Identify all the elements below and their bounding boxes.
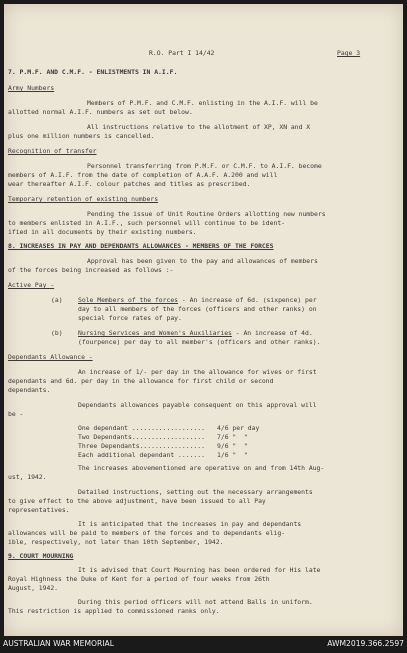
item-b-label: (b): [51, 329, 63, 337]
paragraph-line: Detailed instructions, setting out the necessary arrangements: [78, 488, 313, 496]
paragraph-line: (fourpence) per day to all member's (officers and other ranks).: [78, 338, 321, 346]
paragraph-line: ust, 1942.: [8, 473, 47, 481]
paragraph-line: members of A.I.F. from the date of completion of A.A.F. A.200 and will: [8, 171, 278, 179]
paragraph-line: August, 1942.: [8, 584, 59, 592]
active-pay-heading: Active Pay -: [8, 281, 55, 289]
paragraph-line: allowances will be paid to members of the forces and to dependants elig-: [8, 529, 286, 537]
allowance-row-label: Each additional dependant .......: [78, 451, 205, 459]
paragraph-line: of the forces being increased as follows :-: [8, 266, 174, 274]
paragraph-line: dependants.: [8, 386, 51, 394]
temporary-retention-heading: Temporary retention of existing numbers: [8, 195, 159, 203]
paragraph-line: All instructions relative to the allotment of XP, XN and X: [87, 123, 311, 131]
page-number: Page 3: [337, 49, 361, 57]
item-b-heading: Nursing Services and Women's Auxiliaries: [78, 329, 232, 337]
paragraph-line: dependants and 6d. per day in the allowance for first child or second: [8, 377, 274, 385]
allowance-row-amount: 4/6 per day: [217, 424, 260, 432]
paragraph-line: Pending the issue of Unit Routine Orders allotting new numbers: [87, 210, 326, 218]
paragraph-line: During this period officers will not attend Balls in uniform.: [78, 598, 313, 606]
paragraph-line: Approval has been given to the pay and allowances of members: [87, 257, 318, 265]
allowance-row-amount: 9/6 " ": [217, 442, 248, 450]
item-b-text: - An increase of 4d.: [231, 329, 313, 337]
paragraph-line: allotted normal A.I.F. numbers as set out below.: [8, 108, 193, 116]
document-page: [4, 4, 403, 636]
allowance-row-label: One dependant ...................: [78, 424, 205, 432]
paragraph-line: Members of P.M.F. and C.M.F. enlisting in the A.I.F. will be: [87, 99, 318, 107]
paragraph-line: It is advised that Court Mourning has been ordered for His late: [78, 566, 321, 574]
item-b-line: [78, 329, 313, 337]
header-ref: R.O. Part I 14/42: [149, 49, 215, 57]
item-a-label: (a): [51, 296, 63, 304]
paragraph-line: ible, respectively, not later than 10th September, 1942.: [8, 538, 224, 546]
item-a-text: - An increase of 6d. (sixpence) per: [178, 296, 317, 304]
section-7-title: 7. P.M.F. AND C.M.F. - ENLISTMENTS IN A.I.F.: [8, 68, 178, 76]
paragraph-line: Royal Highness the Duke of Kent for a period of four weeks from 26th: [8, 575, 270, 583]
allowance-row-label: Two Dependants...................: [78, 433, 205, 441]
dependants-allowance-heading: Dependants Allowance -: [8, 353, 93, 361]
paragraph-line: to give effect to the above adjustment, have been issued to all Pay: [8, 497, 266, 505]
paragraph-line: Personnel transferring from P.M.F. or C.M.F. to A.I.F. become: [87, 162, 322, 170]
paragraph-line: plus one million numbers is cancelled.: [8, 132, 155, 140]
paragraph-line: It is anticipated that the increases in pay and dependants: [78, 520, 302, 528]
footer-institution: AUSTRALIAN WAR MEMORIAL: [3, 639, 114, 648]
paragraph-line: to members enlisted in A.I.F., such personnel will continue to be ident-: [8, 219, 286, 227]
paragraph-line: special force rates of pay.: [78, 314, 182, 322]
paragraph-line: ified in all documents by their existing numbers.: [8, 228, 197, 236]
paragraph-line: day to all members of the forces (officers and other ranks) on: [78, 305, 317, 313]
paragraph-line: wear thereafter A.I.F. colour patches and titles as prescribed.: [8, 180, 251, 188]
army-numbers-heading: Army Numbers: [8, 84, 55, 92]
paragraph-line: The increases abovementioned are operative on and from 14th Aug-: [78, 464, 325, 472]
item-a-line: [78, 296, 317, 304]
recognition-heading: Recognition of transfer: [8, 147, 97, 155]
footer-bar: [0, 636, 407, 653]
paragraph-line: Dependants allowances payable consequent on this approval will: [78, 401, 317, 409]
paragraph-line: This restriction is applied to commissioned ranks only.: [8, 607, 220, 615]
allowance-row-amount: 1/6 " ": [217, 451, 248, 459]
allowance-row-amount: 7/6 " ": [217, 433, 248, 441]
paragraph-line: representatives.: [8, 506, 70, 514]
footer-accession-number: AWM2019.366.2597: [327, 639, 404, 648]
section-8-title: 8. INCREASES IN PAY AND DEPENDANTS ALLOWANCES - MEMBERS OF THE FORCES: [8, 242, 274, 250]
section-9-title: 9. COURT MOURNING: [8, 552, 74, 560]
paragraph-line: An increase of 1/- per day in the allowance for wives or first: [78, 368, 317, 376]
item-a-heading: Sole Members of the forces: [78, 296, 179, 304]
paragraph-line: be -: [8, 410, 24, 418]
allowance-row-label: Three Dependants.................: [78, 442, 205, 450]
